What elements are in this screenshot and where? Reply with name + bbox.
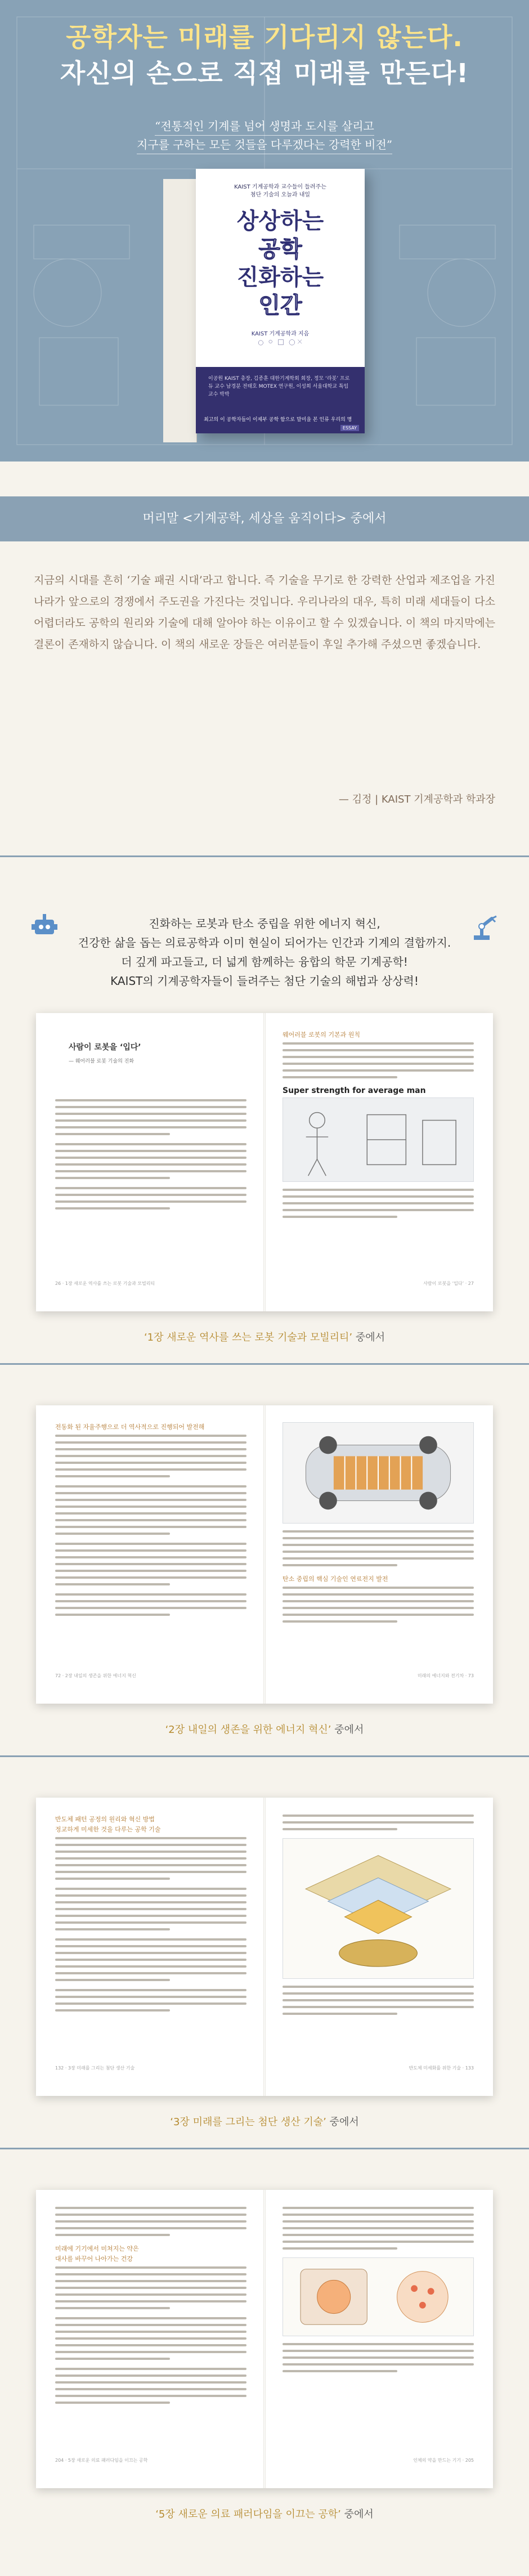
right-page <box>283 1815 474 2079</box>
figure-illustration <box>283 2258 473 2336</box>
page-number-right: 인체의 약을 만드는 기기 · 205 <box>413 2458 474 2463</box>
spread-caption <box>0 2114 529 2129</box>
intro-line-2: 건강한 삶을 돕는 의료공학과 이미 현실이 되어가는 인간과 기계의 결합까지. <box>78 936 451 949</box>
page-number-left: 72 · 2장 내일의 생존을 위한 에너지 혁신 <box>55 1673 136 1678</box>
book-title-line-4: 인간 <box>258 293 302 319</box>
robot-arm-icon <box>469 912 500 942</box>
book-title-line-1: 상상하는 <box>236 208 324 234</box>
figure-illustration <box>283 1423 473 1523</box>
preface-header: 머리말 <기계공학, 세상을 움직이다> 중에서 <box>142 512 387 526</box>
book-band-quote: 최고의 이 공학자들이 이제부 공학 함으로 말미을 본 인류 우리의 명 <box>204 417 352 423</box>
caption-suffix: 중에서 <box>326 2116 359 2128</box>
book-cover-illustration <box>207 338 353 367</box>
caption-chapter: ‘5장 새로운 의료 패러다임을 이끄는 공학’ <box>155 2508 341 2520</box>
page-number-left: 26 · 1장 새로운 역사를 쓰는 로봇 기술과 모빌리티 <box>55 1281 155 1286</box>
section-heading: 반도체 패턴 공정의 원리와 혁신 방법 <box>55 1816 155 1823</box>
book-cover-band <box>196 367 365 433</box>
spread-caption <box>0 2506 529 2521</box>
hero-section <box>0 0 529 462</box>
page-number-left: 204 · 5장 새로운 의료 패러다임을 이끄는 공학 <box>55 2458 148 2463</box>
section-heading: 미래에 기기에서 미쳐지는 약은 <box>55 2245 139 2252</box>
left-page <box>55 1815 246 2079</box>
section-divider <box>0 1363 529 1365</box>
intro-section <box>0 901 529 1007</box>
intro-text <box>73 914 456 991</box>
section-subheading: 정교하게 미세한 것을 다루는 공학 기술 <box>55 1826 161 1833</box>
book-spine <box>163 179 197 442</box>
page-number-right: 반도체 미세화를 위한 기술 · 133 <box>409 2066 474 2071</box>
book-gutter <box>263 1013 266 1311</box>
figure-medical-device <box>283 2257 474 2336</box>
caption-suffix: 중에서 <box>352 1332 385 1343</box>
book-title-line-2: 공학 <box>258 236 302 262</box>
right-page <box>283 1422 474 1687</box>
section-heading: 탄소 중립의 핵심 기술인 연료전지 발전 <box>283 1575 388 1583</box>
page-title: 사람이 로봇을 ‘입다’ <box>69 1043 141 1052</box>
section-heading: 전동화 된 자율주행으로 더 역사적으로 진행되어 발전해 <box>55 1423 205 1431</box>
figure-ev-battery <box>283 1422 474 1524</box>
book-band-recommenders: 이공원 KAIST 총장, 김종훈 대한기계학회 회장, 정모 ‘라봇’ 프로듀 교수 남경분 전태호 MOTEX 연구원, 이성희 서울대학교 특임교수 박박 <box>208 376 350 397</box>
intro-line-3: 더 깊게 파고들고, 더 넓게 함께하는 융합의 학문 기계공학! <box>121 955 408 969</box>
page-number-left: 132 · 3장 미래를 그리는 첨단 생산 기술 <box>55 2066 135 2071</box>
book-gutter <box>263 2190 266 2488</box>
figure-illustration <box>283 1098 473 1181</box>
preface-signature: — 김정 | KAIST 기계공학과 학과장 <box>338 794 495 805</box>
book-spread <box>36 1798 493 2096</box>
section-divider <box>0 855 529 857</box>
preface-header-bar <box>0 496 529 541</box>
robot-chip-icon <box>29 912 60 942</box>
book-title <box>196 207 365 320</box>
caption-chapter: ‘3장 미래를 그리는 첨단 생산 기술’ <box>170 2116 326 2128</box>
section-subheading: 대사를 바꾸어 나아가는 건강 <box>55 2255 133 2263</box>
figure-semiconductor-wafer <box>283 1838 474 1979</box>
intro-line-4: KAIST의 기계공학자들이 들려주는 첨단 기술의 해법과 상상력! <box>110 974 419 988</box>
hero-title-line-1: 공학자는 미래를 기다리지 않는다. <box>66 22 463 52</box>
caption-chapter: ‘1장 새로운 역사를 쓰는 로봇 기술과 모빌리티’ <box>144 1332 353 1343</box>
caption-suffix: 중에서 <box>331 1724 364 1736</box>
preface-body: 지금의 시대를 흔히 ‘기술 패권 시대’라고 합니다. 즉 기술을 무기로 한 강력한 산업과 제조업을 가진 나라가 앞으로의 경쟁에서 주도권을 가진다는 것입니다. 우리나라의 대우, 특히 미래 세대들이 다소 어렵더라도 공학의 원리와 기술에 대해 알아야 하는 이유이고 할 수 있겠습니다. 이 책의 마지막에는 결론이 존재하지 않습니다. 이 책의 새로운 장들은 여러분들이 후일 추가해 주셨으면 좋겠습니다. <box>34 574 495 651</box>
book-front-cover <box>196 169 365 433</box>
spread-1 <box>0 1007 529 1400</box>
right-page <box>283 1030 474 1294</box>
book-spread <box>36 1013 493 1311</box>
book-publisher-logo: ESSAY <box>340 425 359 431</box>
book-gutter <box>263 1798 266 2096</box>
book-author: KAIST 기계공학과 지음 <box>251 331 310 337</box>
page-number-right: 미래의 에너지와 전기차 · 73 <box>417 1673 474 1678</box>
book-subtitle-line-2: 첨단 기술의 오늘과 내일 <box>250 192 311 198</box>
preface-section <box>0 462 529 901</box>
left-page <box>55 1422 246 1687</box>
right-page <box>283 2207 474 2471</box>
figure-illustration <box>283 1839 473 1978</box>
figure-title: Super strength for average man <box>283 1086 426 1095</box>
book-subtitle <box>196 183 365 199</box>
book-gutter <box>263 1405 266 1704</box>
hero-title-line-2: 자신의 손으로 직접 미래를 만든다! <box>60 58 469 88</box>
left-page <box>55 1030 246 1294</box>
intro-line-1: 진화하는 로봇과 탄소 중립을 위한 에너지 혁신, <box>149 917 380 930</box>
caption-suffix: 중에서 <box>340 2508 374 2520</box>
section-divider <box>0 2148 529 2149</box>
page-number-right: 사람이 로봇을 ‘입다’ · 27 <box>423 1281 474 1286</box>
book-spread <box>36 1405 493 1704</box>
spread-4 <box>0 2184 529 2567</box>
hero-headline <box>0 19 529 91</box>
figure-wearable-robot <box>283 1097 474 1182</box>
book-cover-3d <box>163 169 400 445</box>
book-subtitle-line-1: KAIST 기계공학과 교수들이 들려주는 <box>234 184 326 190</box>
spread-caption <box>0 1329 529 1344</box>
hero-quote-line-2: 지구를 구하는 모든 것들을 다루겠다는 강력한 비전” <box>137 136 392 154</box>
caption-chapter: ‘2장 내일의 생존을 위한 에너지 혁신’ <box>165 1724 331 1736</box>
hero-quote-line-1: “전통적인 기계를 넘어 생명과 도시를 살리고 <box>155 117 374 136</box>
hero-quote <box>0 117 529 154</box>
spread-2 <box>0 1400 529 1792</box>
left-page <box>55 2207 246 2471</box>
spread-caption <box>0 1722 529 1736</box>
section-heading: 웨어러블 로봇의 기본과 원칙 <box>283 1031 361 1038</box>
book-spread <box>36 2190 493 2488</box>
spread-3 <box>0 1792 529 2184</box>
page-subtitle: — 웨어러블 로봇 기술의 진화 <box>69 1059 135 1064</box>
section-divider <box>0 1755 529 1757</box>
book-title-line-3: 진화하는 <box>236 265 324 290</box>
